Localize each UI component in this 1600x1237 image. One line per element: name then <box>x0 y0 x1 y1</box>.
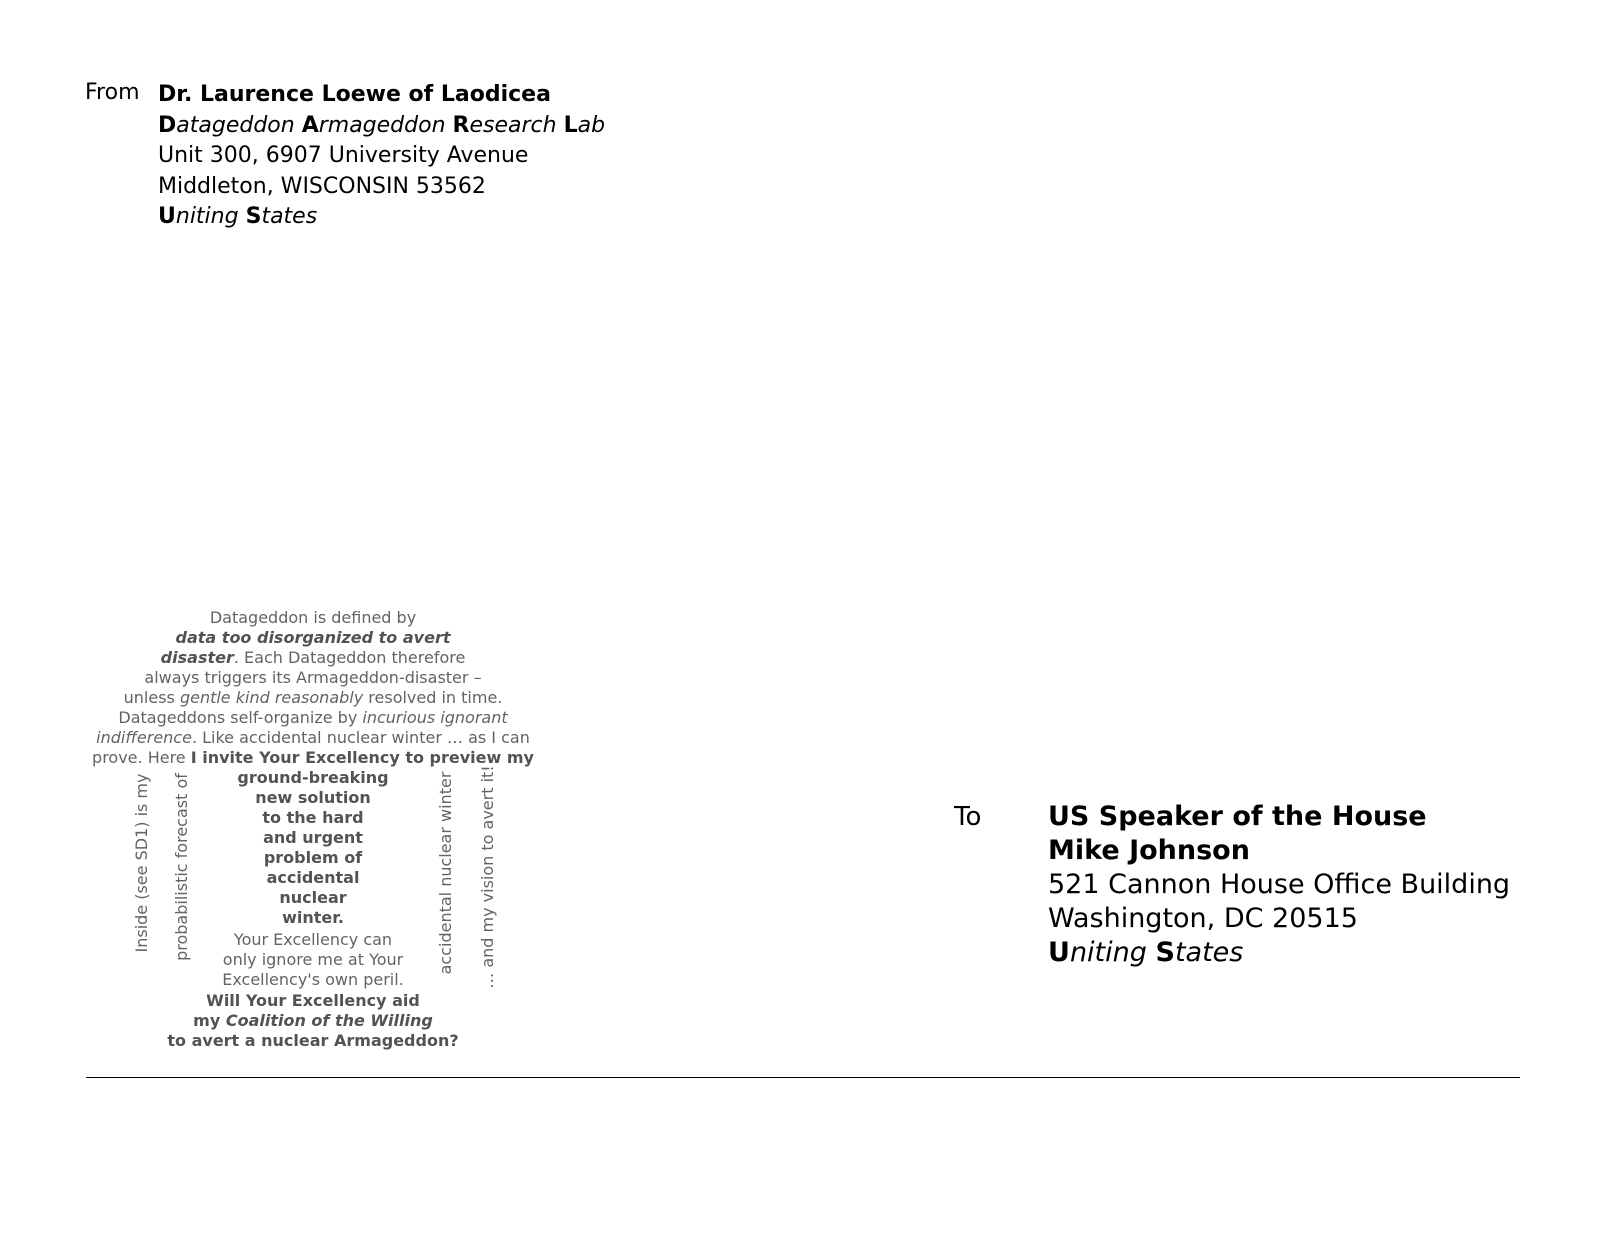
teaser-line: ground-breaking <box>237 768 389 787</box>
teaser-line: winter. <box>282 908 344 927</box>
teaser-vertical-line: accidental nuclear winter <box>436 771 455 975</box>
recipient-address <box>1048 800 1510 970</box>
teaser-line: nuclear <box>279 888 347 907</box>
to-label: To <box>954 802 982 832</box>
teaser-line: and urgent <box>263 828 363 847</box>
sender-name: Dr. Laurence Loewe of Laodicea <box>158 82 551 107</box>
teaser-line: new solution <box>255 788 371 807</box>
teaser-line: to the hard <box>262 808 364 827</box>
teaser-line: only ignore me at Your <box>222 950 404 969</box>
sender-street: Unit 300, 6907 University Avenue <box>158 143 529 168</box>
from-label: From <box>85 80 140 105</box>
sender-country: Uniting States <box>158 204 318 229</box>
teaser-line: accidental <box>266 868 360 887</box>
teaser-line: prove. Here I invite Your Excellency to preview my <box>92 748 534 767</box>
teaser-line: always triggers its Armageddon-disaster – <box>144 668 482 687</box>
sender-city: Middleton, WISCONSIN 53562 <box>158 173 486 199</box>
teaser-line: Will Your Excellency aid <box>206 991 420 1010</box>
recipient-title: US Speaker of the House <box>1048 801 1427 832</box>
recipient-city: Washington, DC 20515 <box>1048 903 1358 934</box>
bottom-rule <box>86 1077 1520 1078</box>
teaser-vertical-line: … and my vision to avert it! <box>478 765 497 989</box>
recipient-street: 521 Cannon House Office Building <box>1048 869 1511 900</box>
teaser-line: Datageddons self-organize by incurious ignorant <box>118 708 508 727</box>
teaser-line: Your Excellency can <box>233 930 393 949</box>
sender-organization: Datageddon Armageddon Research Lab <box>158 112 606 138</box>
teaser-line: Excellency's own peril. <box>222 970 404 989</box>
teaser-line: indifference. Like accidental nuclear winter … as I can <box>96 728 530 747</box>
teaser-line: problem of <box>263 848 363 867</box>
sender-address <box>158 80 605 233</box>
recipient-country: Uniting States <box>1048 937 1244 968</box>
teaser-line: data too disorganized to avert <box>175 628 451 647</box>
teaser-line: disaster. Each Datageddon therefore <box>160 648 466 667</box>
teaser-vertical-line: probabilistic forecast of <box>172 773 191 961</box>
teaser-line: my Coalition of the Willing <box>193 1011 433 1030</box>
teaser-line: Datageddon is defined by <box>209 608 417 627</box>
recipient-name: Mike Johnson <box>1048 835 1250 866</box>
teaser-line: unless gentle kind reasonably resolved in time. <box>123 688 503 707</box>
teaser-line: to avert a nuclear Armageddon? <box>167 1031 459 1050</box>
teaser-vertical-line: Inside (see SD1) is my <box>132 773 151 953</box>
